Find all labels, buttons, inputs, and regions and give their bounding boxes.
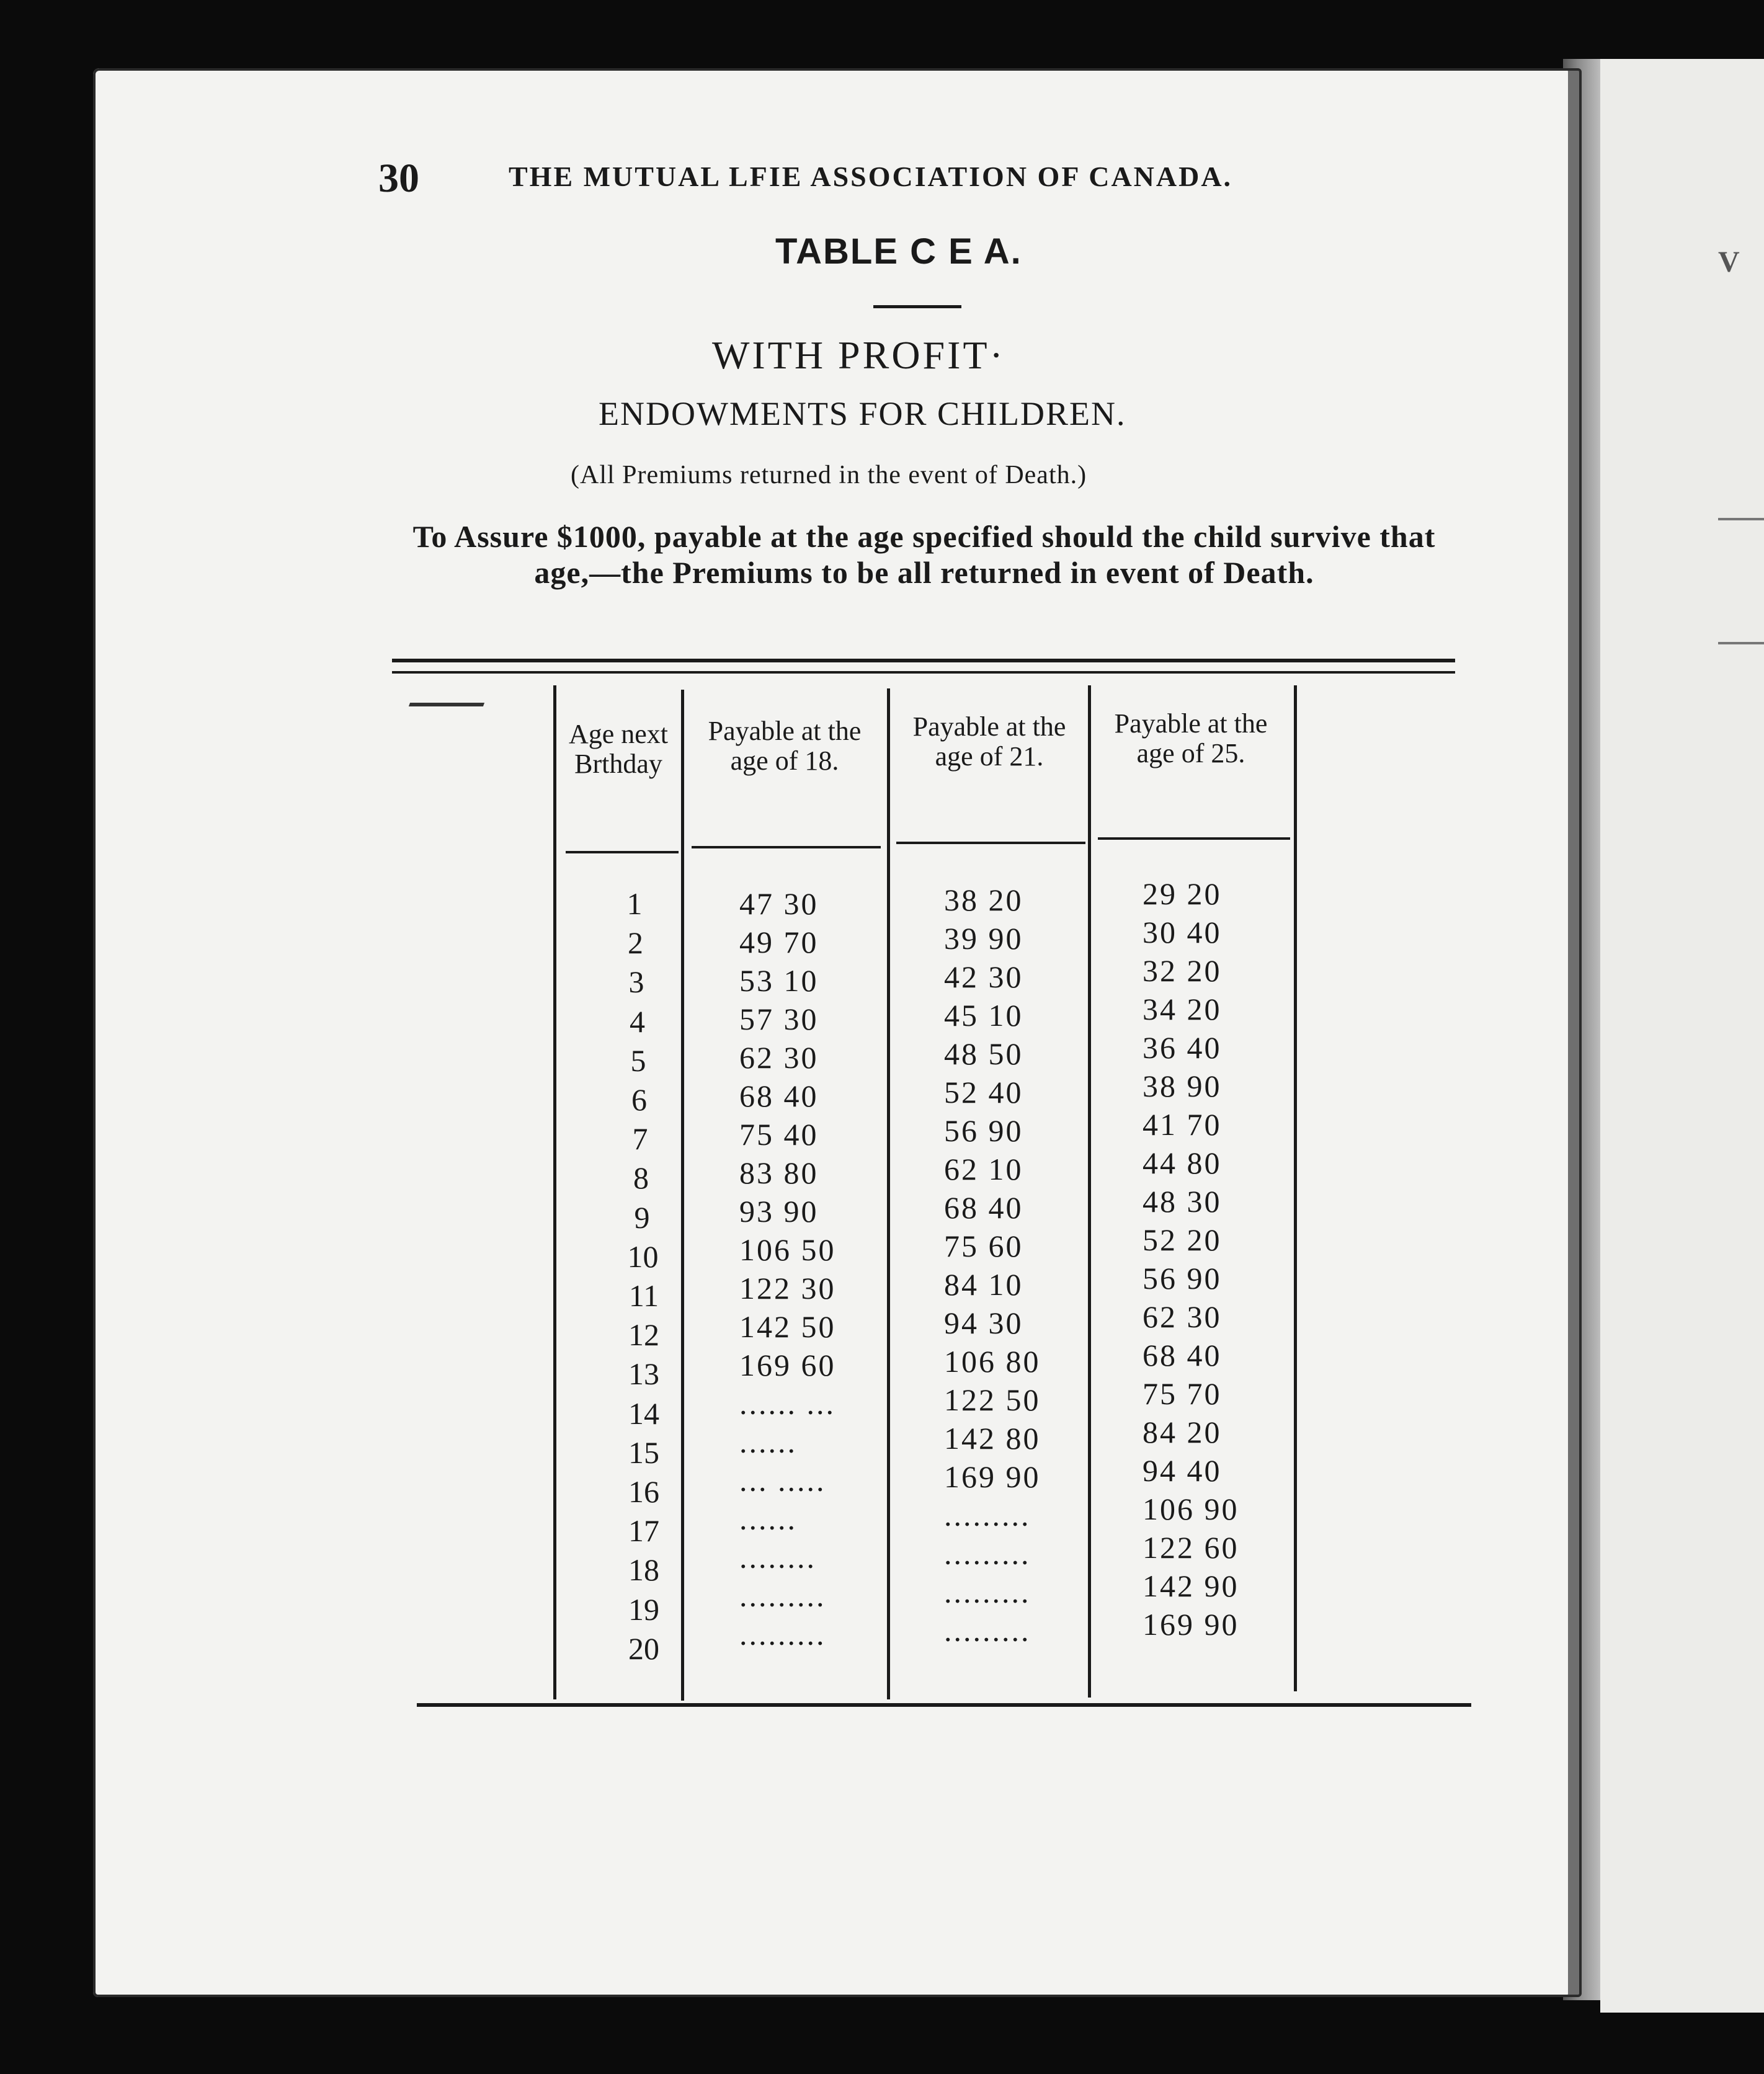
premium-cell: 41 70	[1143, 1107, 1222, 1142]
age-cell: 15	[628, 1435, 659, 1470]
premium-cell: 106 90	[1143, 1492, 1239, 1526]
premium-cell: 42 30	[944, 959, 1023, 994]
age-cell: 10	[627, 1239, 659, 1274]
premium-cell: 68 40	[944, 1190, 1023, 1225]
header-payable-18: Payable at the age of 18.	[708, 716, 862, 776]
header-age: Age next Brthday	[568, 719, 669, 779]
premium-cell: 62 30	[1143, 1299, 1222, 1334]
title-divider	[873, 305, 961, 308]
premium-cell: 75 70	[1143, 1376, 1222, 1411]
facing-page-fragment: V	[1718, 246, 1740, 278]
column-divider	[1088, 685, 1091, 1698]
premium-cell: .........	[944, 1575, 1031, 1609]
facing-page-edge	[1600, 59, 1764, 2013]
table-bottom-rule	[417, 1703, 1471, 1707]
premium-cell: 48 50	[944, 1036, 1023, 1071]
table-top-rule	[392, 659, 1455, 662]
premium-cell: 29 20	[1143, 876, 1222, 911]
age-cell: 16	[628, 1474, 659, 1509]
premium-cell: ...... ...	[739, 1386, 835, 1421]
premium-cell: 106 80	[944, 1344, 1041, 1379]
premium-cell: 169 90	[944, 1459, 1041, 1494]
premium-cell: 53 10	[739, 963, 819, 998]
premium-cell: 45 10	[944, 998, 1023, 1033]
subsection-title: ENDOWMENTS FOR CHILDREN.	[599, 395, 1126, 432]
premium-cell: 106 50	[739, 1232, 836, 1267]
assurance-description: To Assure $1000, payable at the age specified should the child survive that age,—the Premiums to be all returned in event of Death.	[412, 519, 1436, 590]
rule-mark	[409, 703, 484, 706]
premium-cell: 94 30	[944, 1306, 1023, 1340]
age-cell: 3	[628, 964, 644, 1000]
premium-cell: 62 10	[944, 1152, 1023, 1186]
age-cell: 18	[628, 1552, 659, 1588]
table-top-rule-inner	[392, 671, 1455, 674]
age-cell: 7	[632, 1121, 648, 1157]
header-payable-25: Payable at the age of 25.	[1114, 708, 1268, 768]
premium-cell: 94 40	[1143, 1453, 1222, 1488]
section-title: WITH PROFIT·	[712, 333, 1005, 377]
premium-cell: 84 20	[1143, 1415, 1222, 1449]
age-cell: 11	[628, 1278, 659, 1313]
premium-cell: 83 80	[739, 1155, 819, 1190]
premium-cell: 84 10	[944, 1267, 1023, 1302]
column-divider	[1294, 685, 1297, 1691]
premium-cell: 122 60	[1143, 1530, 1239, 1565]
premium-cell: 38 90	[1143, 1069, 1222, 1103]
age-cell: 1	[626, 886, 643, 921]
premium-cell: 48 30	[1143, 1184, 1222, 1219]
premium-cell: .........	[739, 1617, 826, 1652]
age-cell: 8	[633, 1160, 649, 1196]
age-cell: 13	[628, 1356, 659, 1392]
premium-cell: 75 40	[739, 1117, 819, 1152]
premium-cell: 30 40	[1143, 915, 1222, 950]
premium-cell: ......	[739, 1502, 797, 1536]
premium-cell: 68 40	[1143, 1338, 1222, 1373]
premium-cell: .........	[944, 1498, 1031, 1533]
premium-note: (All Premiums returned in the event of Death.)	[571, 461, 1087, 489]
premium-cell: 47 30	[739, 886, 819, 921]
running-head: THE MUTUAL LFIE ASSOCIATION OF CANADA.	[509, 161, 1233, 192]
premium-cell: .........	[944, 1536, 1031, 1571]
premium-cell: 56 90	[1143, 1261, 1222, 1296]
age-cell: 6	[631, 1082, 647, 1117]
header-rule	[1098, 837, 1290, 840]
age-cell: 17	[628, 1513, 659, 1549]
facing-page-rule	[1718, 518, 1764, 520]
premium-cell: 38 20	[944, 883, 1023, 917]
premium-cell: 52 20	[1143, 1222, 1222, 1257]
premium-cell: 44 80	[1143, 1146, 1222, 1180]
premium-cell: 169 60	[739, 1348, 836, 1382]
premium-cell: 62 30	[739, 1040, 819, 1075]
header-rule	[896, 842, 1085, 844]
column-divider	[887, 688, 890, 1699]
facing-page-rule	[1718, 642, 1764, 644]
premium-cell: 75 60	[944, 1229, 1023, 1263]
premium-cell: 49 70	[739, 925, 819, 959]
premium-cell: 52 40	[944, 1075, 1023, 1110]
table-title: TABLE C E A.	[775, 231, 1022, 272]
page-number: 30	[378, 156, 419, 201]
premium-cell: 56 90	[944, 1113, 1023, 1148]
column-divider	[553, 685, 556, 1699]
column-divider	[681, 690, 684, 1701]
age-cell: 19	[628, 1591, 659, 1627]
premium-cell: ... .....	[739, 1463, 826, 1498]
premium-cell: ........	[739, 1540, 816, 1575]
age-cell: 2	[628, 925, 643, 961]
premium-cell: .........	[739, 1578, 826, 1613]
age-cell: 14	[628, 1395, 659, 1431]
premium-cell: 142 90	[1143, 1569, 1239, 1603]
age-cell: 9	[634, 1199, 650, 1235]
premium-cell: 142 50	[739, 1309, 836, 1344]
premium-cell: 169 90	[1143, 1607, 1239, 1642]
premium-cell: 34 20	[1143, 992, 1222, 1026]
premium-cell: 142 80	[944, 1421, 1041, 1456]
premium-cell: 32 20	[1143, 953, 1222, 988]
age-cell: 12	[628, 1317, 659, 1353]
premium-cell: 68 40	[739, 1079, 819, 1113]
age-cell: 4	[630, 1004, 645, 1039]
premium-cell: .........	[944, 1613, 1031, 1648]
premium-cell: 36 40	[1143, 1030, 1222, 1065]
premium-cell: 93 90	[739, 1194, 819, 1229]
premium-cell: ......	[739, 1425, 797, 1459]
header-rule	[692, 846, 881, 848]
age-cell: 5	[630, 1043, 646, 1078]
header-rule	[566, 851, 679, 853]
premium-cell: 122 30	[739, 1271, 836, 1306]
header-payable-21: Payable at the age of 21.	[912, 711, 1066, 772]
premium-cell: 122 50	[944, 1382, 1041, 1417]
premium-cell: 39 90	[944, 921, 1023, 956]
age-cell: 20	[628, 1631, 659, 1666]
premium-cell: 57 30	[739, 1002, 819, 1036]
